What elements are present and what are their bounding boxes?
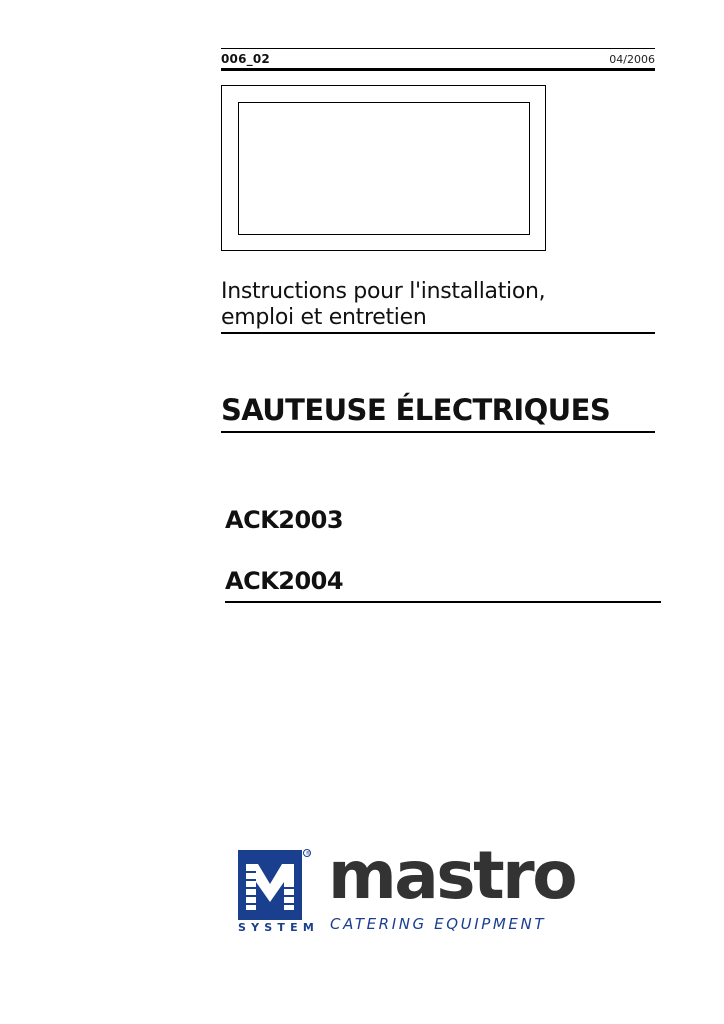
registered-mark: ®	[305, 851, 311, 857]
logo-tagline: CATERING EQUIPMENT	[330, 915, 547, 933]
logo-system-text: SYSTEM	[238, 921, 319, 934]
subtitle-rule	[221, 332, 655, 334]
header-rule-bottom	[221, 68, 655, 71]
image-placeholder-frame-inner	[238, 102, 530, 235]
document-code: 006_02	[221, 52, 270, 66]
model-number: ACK2003	[225, 506, 344, 534]
header-rule-top	[221, 48, 655, 49]
title-rule	[221, 431, 655, 433]
m-system-logo-icon	[238, 848, 311, 921]
instructions-subtitle	[221, 279, 545, 331]
product-title: SAUTEUSE ÉLECTRIQUES	[221, 393, 611, 427]
subtitle-line-1: Instructions pour l'installation,	[221, 279, 546, 304]
logo-wordmark: mastro	[328, 837, 576, 914]
models-rule	[225, 601, 661, 603]
model-number: ACK2004	[225, 567, 344, 595]
document-date: 04/2006	[609, 53, 655, 66]
subtitle-line-2: emploi et entretien	[221, 305, 427, 330]
